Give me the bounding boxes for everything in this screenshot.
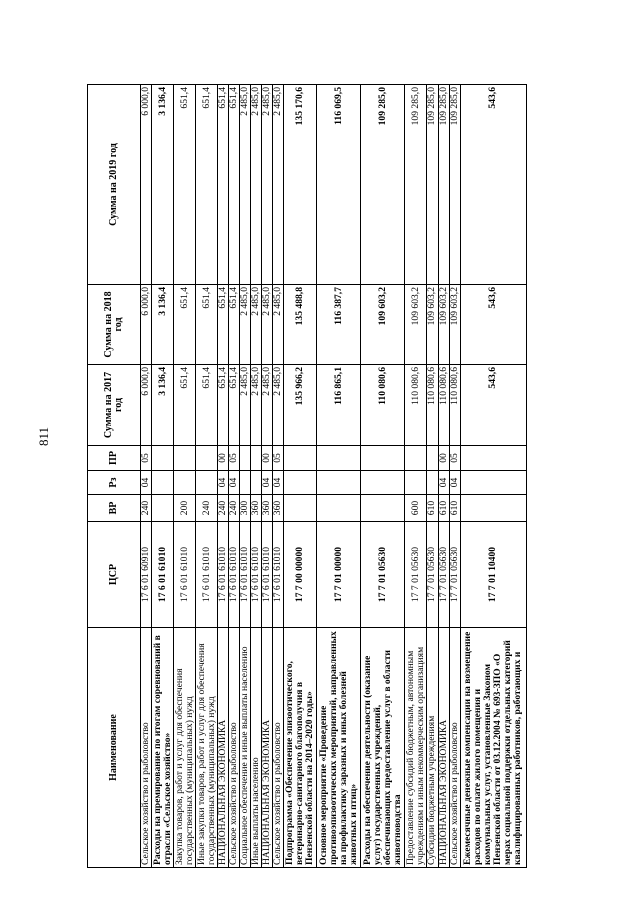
header-rz: Рз	[88, 471, 141, 495]
cell-name: Ежемесячные денежные компенсации на возмещение расходов по оплате жилого помещения и коммунальных услуг, установленные Законом Пензенской области от 03.12.2004 № 693-ЗПО «О мерах социальной поддержки отдельных категорий квалифицированных работников, работающих и	[460, 628, 526, 868]
cell-csr: 17 6 01 61010	[152, 522, 174, 628]
cell-rz: 04	[229, 471, 240, 495]
cell-vr: 240	[196, 495, 218, 522]
cell-csr: 17 6 01 61010	[229, 522, 240, 628]
cell-rz	[405, 471, 427, 495]
cell-sum-2018: 135 488,8	[284, 285, 317, 365]
cell-sum-2018: 651,4	[196, 285, 218, 365]
cell-csr: 17 7 01 05630	[361, 522, 405, 628]
cell-csr: 17 6 01 61010	[218, 522, 229, 628]
cell-csr: 17 6 01 61010	[240, 522, 251, 628]
cell-sum-2017: 2 485,0	[251, 365, 262, 446]
cell-rz: 04	[273, 471, 284, 495]
cell-sum-2017: 110 080,6	[361, 365, 405, 446]
cell-sum-2017: 2 485,0	[273, 365, 284, 446]
cell-name: Сельское хозяйство и рыболовство	[229, 628, 240, 868]
cell-sum-2017: 651,4	[196, 365, 218, 446]
cell-csr: 17 6 01 61010	[174, 522, 196, 628]
cell-pr	[460, 446, 526, 471]
table-row	[438, 85, 449, 868]
table-row	[449, 85, 460, 868]
cell-name: Закупка товаров, работ и услуг для обеспечения государственных (муниципальных) нужд	[174, 628, 196, 868]
cell-name: Иные закупки товаров, работ и услуг для обеспечения государственных (муниципальных) нужд	[196, 628, 218, 868]
cell-name: Социальное обеспечение и иные выплаты населению	[240, 628, 251, 868]
cell-sum-2019: 109 285,0	[427, 85, 438, 285]
cell-csr: 17 6 01 60910	[141, 522, 152, 628]
table-row	[262, 85, 273, 868]
cell-sum-2019: 651,4	[196, 85, 218, 285]
cell-sum-2018: 651,4	[174, 285, 196, 365]
table-body	[141, 85, 527, 868]
cell-sum-2018: 109 603,2	[405, 285, 427, 365]
cell-vr: 240	[218, 495, 229, 522]
cell-sum-2018: 109 603,2	[449, 285, 460, 365]
cell-rz	[361, 471, 405, 495]
table-row	[460, 85, 526, 868]
cell-sum-2019: 109 285,0	[438, 85, 449, 285]
cell-sum-2017: 2 485,0	[262, 365, 273, 446]
cell-name: Основное мероприятие «Проведение противоэпизоотических мероприятий, направленных на профилактику заразных и иных болезней животных и птиц»	[317, 628, 361, 868]
cell-vr: 360	[251, 495, 262, 522]
cell-vr	[361, 495, 405, 522]
cell-name: Сельское хозяйство и рыболовство	[273, 628, 284, 868]
cell-name: НАЦИОНАЛЬНАЯ ЭКОНОМИКА	[438, 628, 449, 868]
cell-name: Предоставление субсидий бюджетным, автономным учреждениям и иным некоммерческим организациям	[405, 628, 427, 868]
page-number: 811	[36, 426, 51, 446]
cell-csr: 17 6 01 61010	[262, 522, 273, 628]
cell-sum-2017: 135 966,2	[284, 365, 317, 446]
cell-sum-2019: 109 285,0	[405, 85, 427, 285]
cell-rz	[251, 471, 262, 495]
cell-sum-2017: 3 136,4	[152, 365, 174, 446]
header-sum-2019: Сумма на 2019 год	[88, 85, 141, 285]
cell-rz: 04	[262, 471, 273, 495]
cell-sum-2017: 110 080,6	[449, 365, 460, 446]
header-csr: ЦСР	[88, 522, 141, 628]
cell-sum-2018: 109 603,2	[361, 285, 405, 365]
header-row	[88, 85, 141, 868]
table-row	[405, 85, 427, 868]
table-row	[284, 85, 317, 868]
header-sum-2018: Сумма на 2018 год	[88, 285, 141, 365]
cell-sum-2018: 2 485,0	[240, 285, 251, 365]
cell-rz	[174, 471, 196, 495]
cell-pr: 05	[273, 446, 284, 471]
cell-rz	[460, 471, 526, 495]
cell-sum-2019: 2 485,0	[273, 85, 284, 285]
cell-name: НАЦИОНАЛЬНАЯ ЭКОНОМИКА	[262, 628, 273, 868]
cell-sum-2018: 2 485,0	[273, 285, 284, 365]
cell-vr: 300	[240, 495, 251, 522]
cell-vr: 240	[229, 495, 240, 522]
cell-csr: 17 7 01 00000	[317, 522, 361, 628]
cell-pr	[284, 446, 317, 471]
cell-sum-2018: 109 603,2	[438, 285, 449, 365]
cell-csr: 17 6 01 61010	[196, 522, 218, 628]
cell-csr: 17 7 00 00000	[284, 522, 317, 628]
cell-pr	[174, 446, 196, 471]
cell-pr: 05	[449, 446, 460, 471]
cell-rz	[317, 471, 361, 495]
cell-sum-2017: 110 080,6	[438, 365, 449, 446]
cell-pr: 05	[141, 446, 152, 471]
cell-sum-2017: 110 080,6	[405, 365, 427, 446]
cell-pr: 05	[229, 446, 240, 471]
header-vr: ВР	[88, 495, 141, 522]
cell-sum-2018: 543,6	[460, 285, 526, 365]
cell-sum-2017: 110 080,6	[427, 365, 438, 446]
cell-sum-2018: 651,4	[218, 285, 229, 365]
cell-vr: 360	[273, 495, 284, 522]
cell-sum-2019: 109 285,0	[361, 85, 405, 285]
table-row	[427, 85, 438, 868]
cell-vr: 610	[427, 495, 438, 522]
cell-sum-2019: 2 485,0	[251, 85, 262, 285]
cell-rz	[427, 471, 438, 495]
cell-sum-2019: 3 136,4	[152, 85, 174, 285]
cell-sum-2019: 116 069,5	[317, 85, 361, 285]
cell-name: НАЦИОНАЛЬНАЯ ЭКОНОМИКА	[218, 628, 229, 868]
cell-csr: 17 6 01 61010	[251, 522, 262, 628]
table-row	[196, 85, 218, 868]
cell-vr: 240	[141, 495, 152, 522]
cell-sum-2019: 2 485,0	[262, 85, 273, 285]
table-row	[361, 85, 405, 868]
header-pr: ПР	[88, 446, 141, 471]
cell-pr	[361, 446, 405, 471]
cell-pr: 00	[218, 446, 229, 471]
table-row	[218, 85, 229, 868]
cell-sum-2017: 651,4	[174, 365, 196, 446]
cell-csr: 17 7 01 05630	[427, 522, 438, 628]
cell-vr: 610	[449, 495, 460, 522]
cell-name: Иные выплаты населению	[251, 628, 262, 868]
cell-pr	[251, 446, 262, 471]
cell-pr	[427, 446, 438, 471]
cell-vr	[460, 495, 526, 522]
cell-name: Сельское хозяйство и рыболовство	[141, 628, 152, 868]
table-row	[251, 85, 262, 868]
cell-name: Расходы на премирование по итогам соревнований в отрасли «Сельское хозяйство»	[152, 628, 174, 868]
cell-sum-2018: 651,4	[229, 285, 240, 365]
cell-sum-2018: 2 485,0	[262, 285, 273, 365]
cell-pr	[405, 446, 427, 471]
cell-pr	[196, 446, 218, 471]
cell-rz: 04	[449, 471, 460, 495]
cell-sum-2018: 116 387,7	[317, 285, 361, 365]
cell-name: Расходы на обеспечение деятельности (оказание услуг) государственных учреждений, обеспечивающих предоставление услуг в области животноводства	[361, 628, 405, 868]
cell-sum-2018: 3 136,4	[152, 285, 174, 365]
cell-sum-2019: 2 485,0	[240, 85, 251, 285]
cell-csr: 17 7 01 05630	[438, 522, 449, 628]
cell-csr: 17 7 01 05630	[449, 522, 460, 628]
rotated-table-container	[87, 85, 573, 868]
cell-sum-2017: 116 865,1	[317, 365, 361, 446]
cell-sum-2018: 2 485,0	[251, 285, 262, 365]
table-row	[152, 85, 174, 868]
table-row	[141, 85, 152, 868]
cell-vr: 610	[438, 495, 449, 522]
cell-vr: 200	[174, 495, 196, 522]
cell-rz: 04	[141, 471, 152, 495]
cell-rz: 04	[218, 471, 229, 495]
budget-table	[87, 84, 527, 868]
cell-sum-2019: 651,4	[174, 85, 196, 285]
table-row	[240, 85, 251, 868]
table-row	[229, 85, 240, 868]
cell-pr: 00	[438, 446, 449, 471]
cell-vr	[284, 495, 317, 522]
cell-rz	[152, 471, 174, 495]
cell-sum-2018: 109 603,2	[427, 285, 438, 365]
cell-sum-2019: 543,6	[460, 85, 526, 285]
cell-pr	[240, 446, 251, 471]
cell-vr	[152, 495, 174, 522]
cell-csr: 17 7 01 10400	[460, 522, 526, 628]
cell-csr: 17 7 01 05630	[405, 522, 427, 628]
cell-csr: 17 6 01 61010	[273, 522, 284, 628]
cell-pr: 00	[262, 446, 273, 471]
header-sum-2017: Сумма на 2017 год	[88, 365, 141, 446]
table-row	[273, 85, 284, 868]
cell-name: Субсидии бюджетным учреждениям	[427, 628, 438, 868]
cell-vr: 600	[405, 495, 427, 522]
cell-sum-2019: 109 285,0	[449, 85, 460, 285]
cell-rz	[240, 471, 251, 495]
header-name: Наименование	[88, 628, 141, 868]
cell-sum-2017: 651,4	[218, 365, 229, 446]
cell-vr	[317, 495, 361, 522]
table-row	[317, 85, 361, 868]
cell-sum-2019: 6 000,0	[141, 85, 152, 285]
cell-sum-2017: 2 485,0	[240, 365, 251, 446]
cell-rz: 04	[438, 471, 449, 495]
cell-rz	[284, 471, 317, 495]
cell-sum-2018: 6 000,0	[141, 285, 152, 365]
cell-sum-2017: 543,6	[460, 365, 526, 446]
cell-pr	[152, 446, 174, 471]
cell-name: Подпрограмма «Обеспечение эпизоотического, ветеринарно-санитарного благополучия в Пензенской области на 2014–2020 годы»	[284, 628, 317, 868]
cell-sum-2017: 6 000,0	[141, 365, 152, 446]
cell-sum-2019: 651,4	[229, 85, 240, 285]
cell-pr	[317, 446, 361, 471]
cell-sum-2017: 651,4	[229, 365, 240, 446]
cell-sum-2019: 651,4	[218, 85, 229, 285]
cell-sum-2019: 135 170,6	[284, 85, 317, 285]
table-row	[174, 85, 196, 868]
cell-vr: 360	[262, 495, 273, 522]
cell-name: Сельское хозяйство и рыболовство	[449, 628, 460, 868]
cell-rz	[196, 471, 218, 495]
